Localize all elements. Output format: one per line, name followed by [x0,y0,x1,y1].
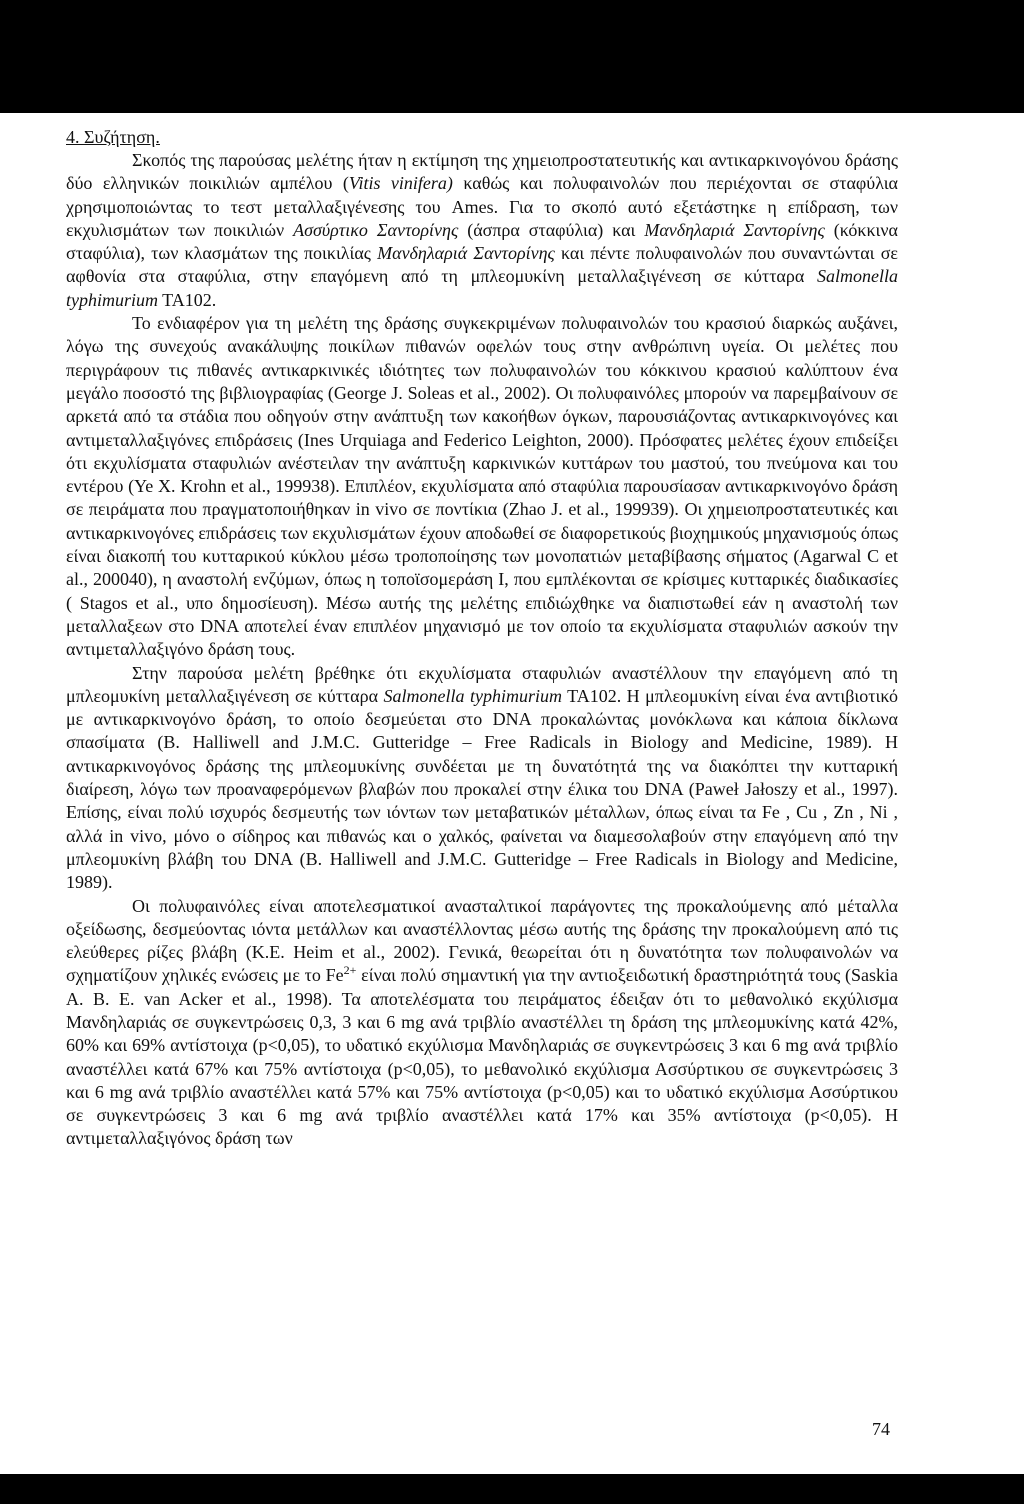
paragraph-3: Στην παρούσα μελέτη βρέθηκε ότι εκχυλίσματα σταφυλιών αναστέλλουν την επαγόμενη από τη μπλεομυκίνη μεταλλαξιγένεση σε κύτταρα Salmonella typhimurium TA102. Η μπλεομυκίνη είναι ένα αντιβιοτικό με αντικαρκινογόνο δράση, το οποίο δεσμεύεται στο DNA προκαλώντας μονόκλωνα και κάποια δίκλωνα σπασίματα (B. Halliwell and J.M.C. Gutteridge – Free Radicals in Biology and Medicine, 1989). Η αντικαρκινογόνος δράσης της μπλεομυκίνης συνδέεται με τη δυνατότητά της να διακόπτει την κυτταρική διαίρεση, λόγω των προαναφερόμενων βλαβών που προκαλεί στην έλικα του DNA (Paweł Jałoszy et al., 1997). Επίσης, είναι πολύ ισχυρός δεσμευτής των ιόντων των μεταβατικών μέταλλων, όπως είναι τα Fe , Cu , Zn , Ni , αλλά in vivo, μόνο ο σίδηρος και πιθανώς και ο χαλκός, φαίνεται να διαμεσολαβούν στην επαγόμενη από την μπλεομυκίνη βλάβη του DNA (B. Halliwell and J.M.C. Gutteridge – Free Radicals in Biology and Medicine, 1989). [66,662,898,893]
species-name: Salmonella typhimurium [383,685,562,706]
variety-name: Μανδηλαριά Σαντορίνης [644,219,825,240]
scan-border-bottom [0,1474,1024,1504]
page-number: 74 [872,1419,890,1439]
document-body [66,126,898,1151]
scan-border-top [0,0,1024,113]
paragraph-2: Το ενδιαφέρον για τη μελέτη της δράσης συγκεκριμένων πολυφαινολών του κρασιού διαρκώς αυξάνει, λόγω της συνεχούς ανακάλυψης ποικίλων πιθανών οφελών τους στην ανθρώπινη υγεία. Οι μελέτες που περιγράφουν τις πιθανές αντικαρκινικές ιδιότητες των πολυφαινολών του κόκκινου κρασιού καλύπτουν ένα μεγάλο ποσοστό της βιβλιογραφίας (George J. Soleas et al., 2002). Οι πολυφαινόλες μπορούν να παρεμβαίνουν σε αρκετά από τα στάδια που οδηγούν στην ανάπτυξη των κακοήθων όγκων, παρουσιάζοντας αντικαρκινογόνες και αντιμεταλλαξιγόνες επιδράσεις (Ines Urquiaga and Federico Leighton, 2000). Πρόσφατες μελέτες έχουν επιδείξει ότι εκχυλίσματα σταφυλιών ανέστειλαν την ανάπτυξη καρκινικών κυττάρων του μαστού, του πνεύμονα και του εντέρου (Ye X. Krohn et al., 199938). Επιπλέον, εκχυλίσματα από σταφύλια παρουσίασαν αντικαρκινογόνο δράση σε πειράματα που πραγματοποιήθηκαν in vivo σε ποντίκια (Zhao J. et al., 199939). Οι χημειοπροστατευτικές και αντικαρκινογόνες επιδράσεις των εκχυλισμάτων έχουν αποδωθεί σε διαφορετικούς βιοχημικούς μηχανισμούς όπως είναι διακοπή του κυτταρικού κύκλου μέσω τροποποίησης των μονοπατιών μεταβίβασης σήματος (Agarwal C et al., 200040), η αναστολή ενζύμων, όπως η τοποϊσομεράση I, που εμπλέκονται σε κρίσιμες κυτταρικές διαδικασίες ( Stagos et al., υπο δημοσίευση). Μέσω αυτής της μελέτης επιδιώχθηκε να διαπιστωθεί εάν η αναστολή των μεταλλαξεων στο DNA αποτελεί έναν επιπλέον μηχανισμό με τον οποίο τα εκχυλίσματα σταφυλιών ασκούν την αντιμεταλλαξιγόνο δράση τους. [66,313,898,660]
paragraph-1: Σκοπός της παρούσας μελέτης ήταν η εκτίμηση της χημειοπροστατευτικής και αντικαρκινογόνου δράσης δύο ελληνικών ποικιλιών αμπέλου (Vitis vinifera) καθώς και πολυφαινολών που περιέχονται σε σταφύλια χρησιμοποιώντας το τεστ μεταλλαξιγένεσης του Ames. Για το σκοπό αυτό εξετάστηκε η επίδραση, των εκχυλισμάτων των ποικιλιών Ασσύρτικο Σαντορίνης (άσπρα σταφύλια) και Μανδηλαριά Σαντορίνης (κόκκινα σταφύλια), των κλασμάτων της ποικιλίας Μανδηλαριά Σαντορίνης και πέντε πολυφαινολών που συναντώνται σε αφθονία στα σταφύλια, στην επαγόμενη από τη μπλεομυκίνη μεταλλαξιγένεση σε κύτταρα Salmonella typhimurium TA102. [66,150,898,310]
section-number: 4. [66,127,80,147]
paragraph-4: Οι πολυφαινόλες είναι αποτελεσματικοί ανασταλτικοί παράγοντες της προκαλούμενης από μέταλλα οξείδωσης, δεσμεύοντας ιόντα μετάλλων και αναστέλλοντας μέσω αυτής της δράσης την προκαλούμενη από τις ελεύθερες ρίζες βλάβη (K.E. Heim et al., 2002). Γενικά, θεωρείται ότι η δυνατότητα των πολυφαινολών να σχηματίζουν χηλικές ενώσεις με το $Fe^{2+}$ είναι πολύ σημαντική για την αντιοξειδωτική δραστηριότητά τους (Saskia A. B. E. van Acker et al., 1998). Τα αποτελέσματα του πειράματος έδειξαν ότι το μεθανολικό εκχύλισμα Μανδηλαριάς σε συγκεντρώσεις 0,3, 3 και 6 mg ανά τριβλίο αναστέλλει τη δράση της μπλεομυκίνης κατά 42%, 60% και 69% αντίστοιχα (p<0,05), το υδατικό εκχύλισμα Μανδηλαριάς σε συγκεντρώσεις 3 και 6 mg ανά τριβλίο αναστέλλει κατά 67% και 75% αντίστοιχα (p<0,05), το μεθανολικό εκχύλισμα Ασσύρτικου σε συγκεντρώσεις 3 και 6 mg ανά τριβλίο αναστέλλει κατά 57% και 75% αντίστοιχα (p<0,05) και το υδατικό εκχύλισμα Ασσύρτικου σε συγκεντρώσεις 3 και 6 mg ανά τριβλίο αναστέλλει κατά 17% και 35% αντίστοιχα (p<0,05). Η αντιμεταλλαξιγόνος δράση των [66,895,898,1149]
section-heading [66,126,898,149]
species-name: Vitis vinifera) [348,173,453,194]
species-name: Salmonella typhimurium [66,266,898,310]
variety-name: Ασσύρτικο Σαντορίνης [293,219,459,240]
superscript: 2+ [343,963,357,978]
variety-name: Μανδηλαριά Σαντορίνης [377,243,555,264]
section-title: Συζήτηση. [84,127,160,147]
